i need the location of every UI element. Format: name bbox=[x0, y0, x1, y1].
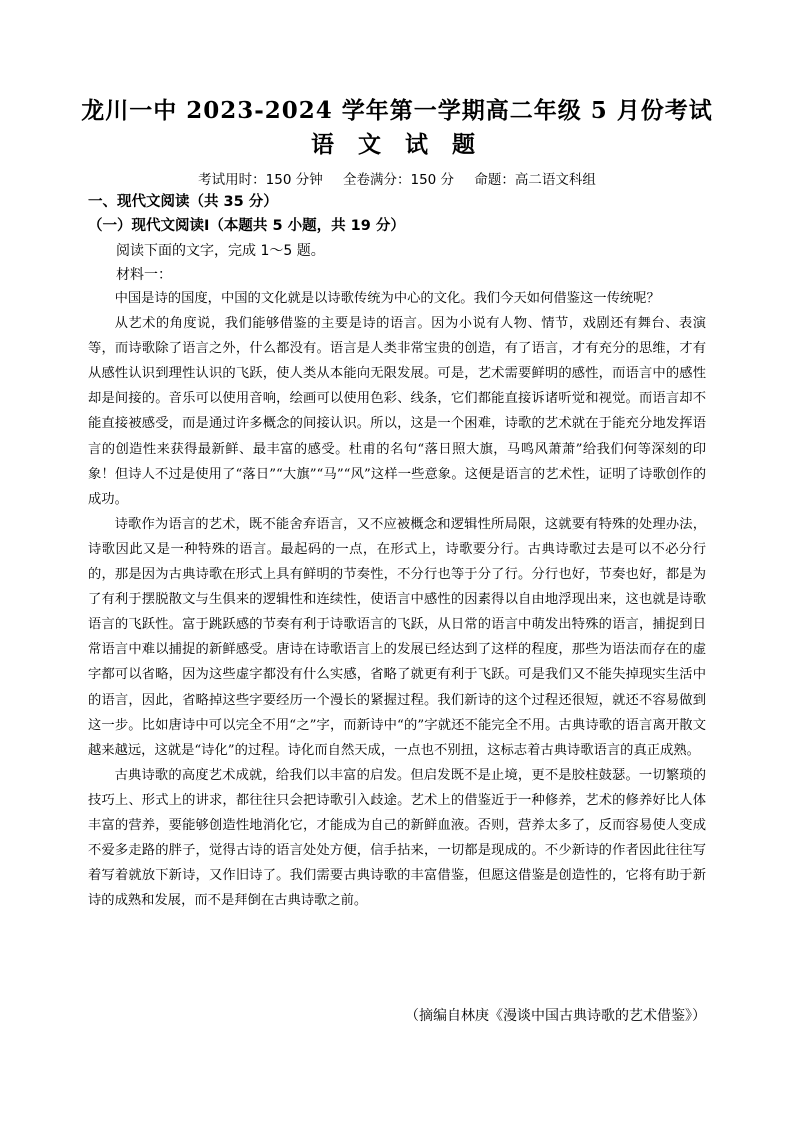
instruction: 阅读下面的文字，完成 1～5 题。 bbox=[116, 243, 325, 259]
exam-title: 龙川一中 2023-2024 学年第一学期高二年级 5 月份考试 bbox=[81, 97, 713, 124]
paragraph: 古典诗歌的高度艺术成就，给我们以丰富的启发。但启发既不是止境，更不是胶柱鼓瑟。一切繁琐的技巧上、形式上的讲求，都往往只会把诗歌引入歧途。艺术上的借鉴近于一种修养，艺术的修养好比人体丰富的营养，要能够创造性地消化它，才能成为自己的新鲜血液。否则，营养太多了，反而容易使人变成不爱多走路的胖子，觉得古诗的语言处处方便，信手拈来，一切都是现成的。不少新诗的作者因此往往写着写着就放下新诗，又作旧诗了。我们需要古典诗歌的丰富借鉴，但愿这借鉴是创造性的，它将有助于新诗的成熟和发展，而不是拜倒在古典诗歌之前。 bbox=[88, 767, 706, 909]
paragraph: 诗歌作为语言的艺术，既不能舍弃语言，又不应被概念和逻辑性所局限，这就要有特殊的处理办法，诗歌因此又是一种特殊的语言。最起码的一点，在形式上，诗歌要分行。古典诗歌过去是可以不必分行的，那是因为古典诗歌在形式上具有鲜明的节奏性，不分行也等于分了行。分行也好，节奏也好，都是为了有利于摆脱散文与生俱来的逻辑性和连续性，使语言中感性的因素得以自由地浮现出来，这也就是诗歌语言的飞跃性。富于跳跃感的节奏有利于诗歌语言的飞跃，从日常的语言中萌发出特殊的语言，捕捉到日常语言中难以捕捉的新鲜感受。唐诗在诗歌语言上的发展已经达到了这样的程度，那些为语法而存在的虚字都可以省略，因为这些虚字都没有什么实感，省略了就更有利于飞跃。可是我们又不能失掉现实生活中的语言，因此，省略掉这些字要经历一个漫长的紧握过程。我们新诗的这个过程还很短，就还不容易做到这一步。比如唐诗中可以完全不用“之”字，而新诗中“的”字就还不能完全不用。古典诗歌的语言离开散文越来越远，这就是“诗化”的过程。诗化而自然天成，一点也不别扭，这标志着古典诗歌语言的真正成熟。 bbox=[88, 516, 706, 758]
passage-source: （摘编自林庚《漫谈中国古典诗歌的艺术借鉴》） bbox=[405, 1008, 706, 1024]
exam-time: 考试用时：150 分钟 bbox=[198, 172, 323, 188]
reading-passage bbox=[88, 286, 706, 913]
material-label: 材料一： bbox=[116, 267, 172, 283]
full-score: 全卷满分：150 分 bbox=[343, 172, 455, 188]
paragraph: 从艺术的角度说，我们能够借鉴的主要是诗的语言。因为小说有人物、情节，戏剧还有舞台、表演等，而诗歌除了语言之外，什么都没有。语言是人类非常宝贵的创造，有了语言，才有充分的思维，才有从感性认识到理性认识的飞跃，使人类从本能向无限发展。可是，艺术需要鲜明的感性，而语言中的感性却是间接的。音乐可以使用音响，绘画可以使用色彩、线条，它们都能直接诉诸听觉和视觉。而语言却不能直接被感受，而是通过许多概念的间接认识。所以，这是一个困难，诗歌的艺术就在于能充分地发挥语言的创造性来获得最新鲜、最丰富的感受。杜甫的名句“落日照大旗，马鸣风萧萧”给我们何等深刻的印象！但诗人不过是使用了“落日”“大旗”“马”“风”这样一些意象。这便是语言的艺术性，证明了诗歌创作的成功。 bbox=[88, 316, 706, 507]
section-heading: 一、现代文阅读（共 35 分） bbox=[88, 194, 278, 210]
setter: 命题：高二语文科组 bbox=[474, 172, 596, 188]
exam-info bbox=[0, 168, 794, 188]
subsection-heading: （一）现代文阅读Ⅰ（本题共 5 小题，共 19 分） bbox=[88, 218, 405, 234]
paragraph: 中国是诗的国度，中国的文化就是以诗歌传统为中心的文化。我们今天如何借鉴这一传统呢？ bbox=[114, 291, 660, 306]
subject-title: 语 文 试 题 bbox=[310, 131, 484, 158]
